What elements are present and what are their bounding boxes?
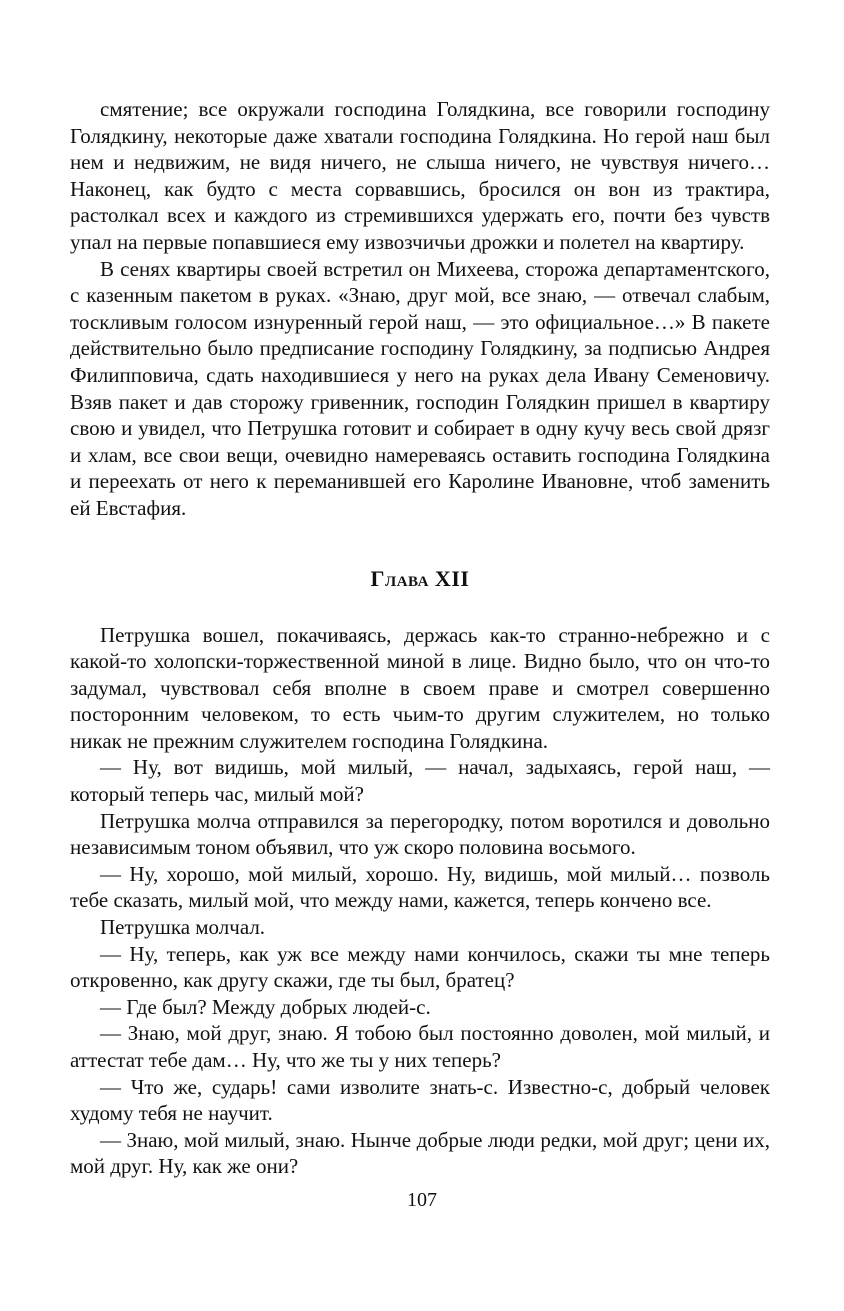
dialogue-line: — Ну, вот видишь, мой милый, — начал, задыхаясь, герой наш, — который теперь час, милый мой? <box>70 755 770 807</box>
paragraph: В сенях квартиры своей встретил он Михеева, сторожа департаментского, с казенным пакетом в руках. «Знаю, друг мой, все знаю, — отвечал слабым, тоскливым голосом изнуренный герой наш, — это официальное…» В пакете действительно было предписание господину Голядкину, за подписью Андрея Филипповича, сдать находившиеся у него на руках дела Ивану Семеновичу. Взяв пакет и дав сторожу гривенник, господин Голядкин пришел в квартиру свою и увидел, что Петрушка готовит и собирает в одну кучу весь свой дрязг и хлам, все свои вещи, очевидно намереваясь оставить господина Голядкина и переехать от него к переманившей его Каролине Ивановне, чтоб заменить ей Евстафия. <box>70 256 770 520</box>
dialogue-line: — Где был? Между добрых людей-с. <box>100 994 431 1019</box>
dialogue-line: — Знаю, мой друг, знаю. Я тобою был постоянно доволен, мой милый, и аттестат тебе дам… Ну, что же ты у них теперь? <box>70 1021 770 1072</box>
spacer <box>70 522 770 566</box>
dialogue-line: — Ну, хорошо, мой милый, хорошо. Ну, видишь, мой милый… позволь тебе сказать, милый мой, что между нами, кажется, теперь кончено все. <box>70 861 770 913</box>
paragraph: Петрушка молча отправился за перегородку, потом воротился и довольно независимым тоном объявил, что уж скоро половина восьмого. <box>70 808 770 860</box>
paragraph: Петрушка вошел, покачиваясь, держась как-то странно-небрежно и с какой-то холопски-торжественной миной в лице. Видно было, что он что-то задумал, чувствовал себя вполне в своем праве и смотрел совершенно посторонним человеком, то есть чьим-то другим служителем, но только никак не прежним служителем господина Голядкина. <box>70 622 770 753</box>
page-body <box>70 96 770 1180</box>
paragraph: Петрушка молчал. <box>100 915 266 940</box>
dialogue-line: — Ну, теперь, как уж все между нами кончилось, скажи ты мне теперь откровенно, как другу скажи, где ты был, братец? <box>70 941 770 993</box>
spacer <box>70 592 770 622</box>
page-number: 107 <box>407 1189 437 1211</box>
dialogue-line: — Знаю, мой милый, знаю. Нынче добрые люди редки, мой друг; цени их, мой друг. Ну, как же они? <box>70 1127 770 1179</box>
paragraph: смятение; все окружали господина Голядкина, все говорили господину Голядкину, некоторые даже хватали господина Голядкина. Но герой наш был нем и недвижим, не видя ничего, не слыша ничего, не чувствуя ничего… Наконец, как будто с места сорвавшись, бросился он вон из трактира, растолкал всех и каждого из стремившихся удержать его, почти без чувств упал на первые попавшиеся ему извозчичьи дрожки и полетел на квартиру. <box>70 97 770 254</box>
chapter-title: Глава XII <box>370 565 470 591</box>
dialogue-line: — Что же, сударь! сами изволите знать-с. Известно-с, добрый человек худому тебя не научит. <box>70 1074 770 1126</box>
